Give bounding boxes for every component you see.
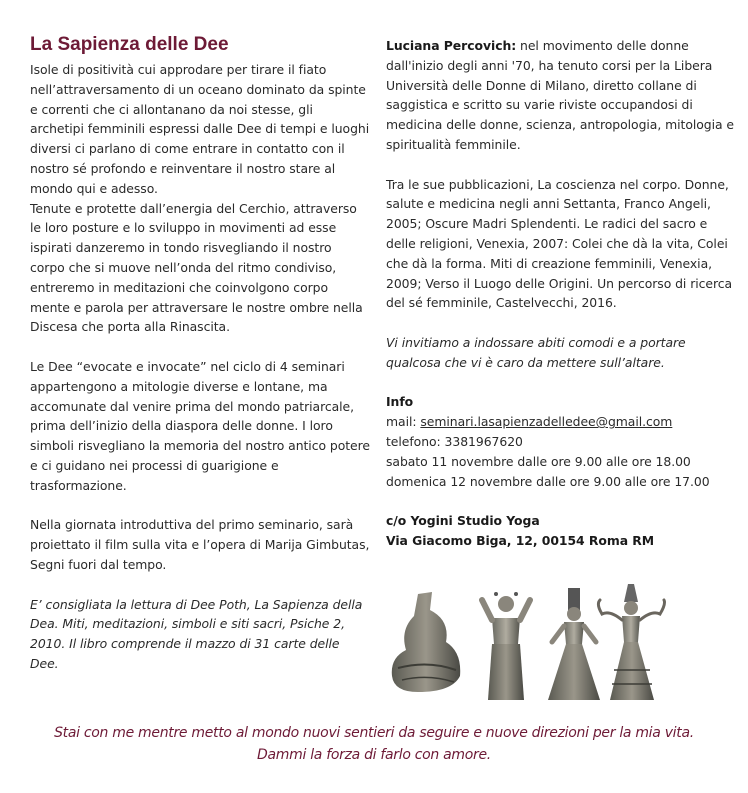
right-column [386,36,736,551]
reading-paragraph: E’ consigliata la lettura di Dee Poth, La Sapienza della Dea. Miti, meditazioni, simboli e siti sacri, Psiche 2, 2010. Il libro comprende il mazzo di 31 carte delle Dee. [30,596,363,671]
publications-paragraph: Tra le sue pubblicazioni, La coscienza nel corpo. Donne, salute e medicina negli anni Settanta, Franco Angeli, 2005; Oscure Madri Splendenti. Le radici del sacro e delle religioni, Venexia, 2007: Colei che dà la vita, Colei che dà la forma. Miti di creazione femminili, Venexia, 2009; Verso il Luogo delle Origini. Un percorso di ricerca del sé femminile, Castelvecchi, 2016. [386,176,733,311]
intro-paragraph: Isole di positività cui approdare per tirare il fiato nell’attraversamento di un oceano dominato da spinte e correnti che ci allontanano da noi stesse, gli archetipi femminili espressi dalle Dee di tempi e luoghi diversi ci parlano di come entrare in contatto con il nostro sé profondo e reinventare il nostro stare al mondo qui e adesso. [30,62,370,196]
page-title: La Sapienza delle Dee [30,34,229,55]
phone-text: telefono: 3381967620 [386,433,523,449]
sunday-hours: domenica 12 novembre dalle ore 9.00 alle ore 17.00 [386,473,710,489]
snake-goddess-vessel-figure [392,592,460,692]
film-paragraph: Nella giornata introduttiva del primo seminario, sarà proiettato il film sulla vita e l’opera di Marija Gimbutas, Segni fuori dal tempo. [30,517,370,572]
venue-address: Via Giacomo Biga, 12, 00154 Roma RM [386,532,655,548]
info-block [386,392,736,491]
closing-quote [0,722,748,766]
raised-arms-goddess-figure [482,592,530,700]
bio-paragraph [386,36,736,155]
email-link[interactable]: seminari.lasapienzadelledee@gmail.com [420,414,673,430]
mail-label: mail: [386,414,421,430]
venue-name: c/o Yogini Studio Yoga [386,513,540,529]
saturday-hours: sabato 11 novembre dalle ore 9.00 alle ore 18.00 [386,453,691,469]
left-column [30,34,370,674]
goddesses-paragraph: Le Dee “evocate e invocate” nel ciclo di 4 seminari appartengono a mitologie diverse e lontane, ma accomunate dal venire prima del mondo patriarcale, prima dell’inizio della diaspora delle donne. I loro simboli risvegliano la memoria del nostro antico potere e ci guidano nei processi di guarigione e trasformazione. [30,358,370,493]
goddess-figurines-image [388,580,680,702]
invite-paragraph: Vi invitiamo a indossare abiti comodi e a portare qualcosa che vi è caro da mettere sull’altare. [386,334,686,370]
snake-goddess-figure [548,588,600,700]
quote-line-2: Dammi la forza di farlo con amore. [257,747,491,763]
quote-line-1: Stai con me mentre metto al mondo nuovi sentieri da seguire e nuove direzioni per la mia vita. [54,725,694,741]
venue-block [386,511,736,551]
minoan-snake-goddess-figure [598,584,664,700]
bio-name: Luciana Percovich: [386,38,517,53]
circle-paragraph: Tenute e protette dall’energia del Cerchio, attraverso le loro posture e lo sviluppo in movimenti ad esse ispirati danzeremo in tondo risvegliando il nostro corpo che si muove nell’onda del ritmo condiviso, entreremo in meditazioni che coinvolgono corpo mente e parola per attraversare le nostre ombre nella Discesa che porta alla Rinascita. [30,200,363,335]
bio-text: nel movimento delle donne dall'inizio degli anni '70, ha tenuto corsi per la Libera Università delle Donne di Milano, diretto collane di saggistica e scritto su varie riviste occupandosi di medicina delle donne, scienza, antropologia, mitologia e spiritualità femminile. [386,38,734,152]
info-heading: Info [386,394,414,410]
